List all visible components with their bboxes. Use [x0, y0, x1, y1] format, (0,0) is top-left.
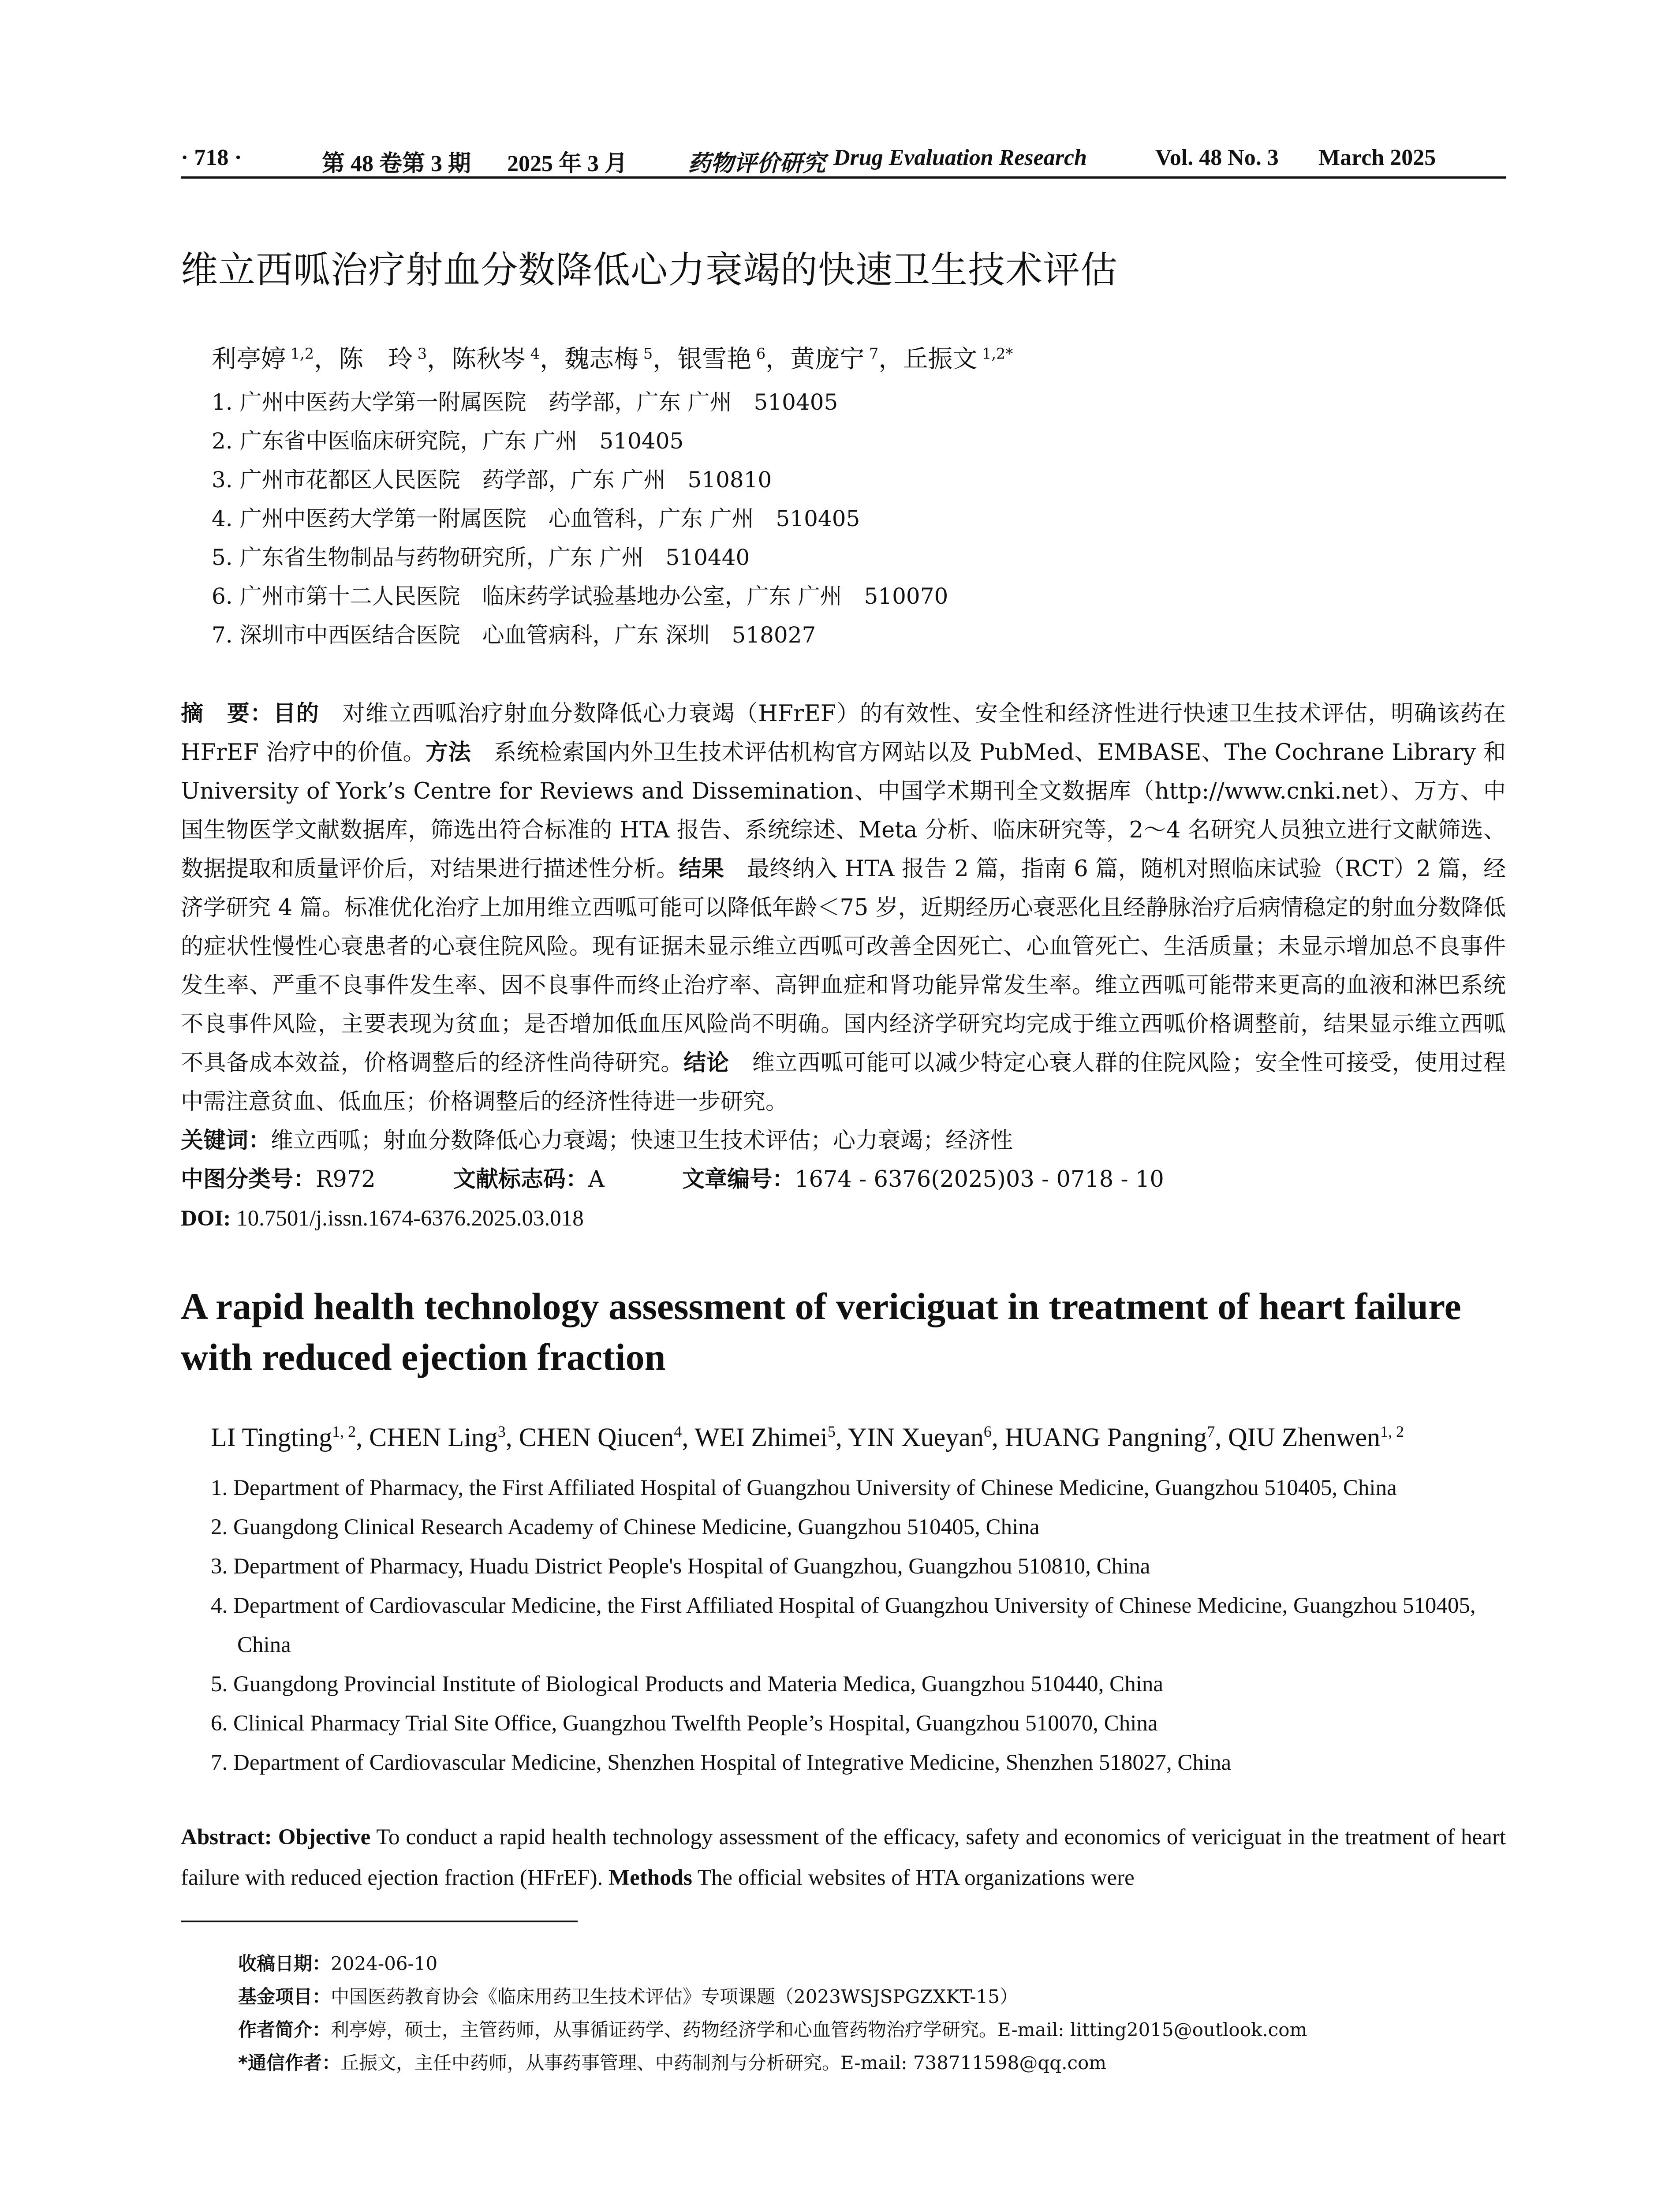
author-label: 作者简介： — [238, 2019, 331, 2041]
received-value: 2024-06-10 — [331, 1953, 438, 1974]
affiliation-en: 4. Department of Cardiovascular Medicine, the First Affiliated Hospital of Guangzhou University of Chinese Medicine, Guangzhou 510405, China — [211, 1593, 1476, 1657]
article-value: 1674 - 6376(2025)03 - 0718 - 10 — [795, 1166, 1164, 1192]
author-en: YIN Xueyan$^6$ — [847, 1423, 992, 1452]
author-cn-affiliation: 7 — [864, 345, 879, 363]
methods-en: The official websites of HTA organizations were — [692, 1865, 1135, 1890]
affiliations-en — [211, 1469, 1509, 1783]
author-cn: 利亭婷 $^{1,2}$ — [212, 345, 314, 374]
affiliation-cn: 3. 广州市花都区人民医院 药学部，广东 广州 510810 — [212, 467, 772, 493]
author-cn-affiliation: 4 — [526, 345, 540, 363]
author-cn-affiliation: 1,2* — [977, 345, 1013, 363]
author-en-affiliation: 4 — [674, 1423, 682, 1440]
abstract-cn-label: 摘 要： — [181, 701, 273, 727]
author-en-affiliation: 7 — [1207, 1423, 1215, 1440]
classification-line — [181, 1160, 1506, 1199]
keywords-label: 关键词： — [181, 1128, 271, 1154]
author-en-affiliation: 5 — [827, 1423, 836, 1440]
author-en: QIU Zhenwen$^{1, 2}$ — [1228, 1423, 1404, 1452]
abstract-cn — [181, 695, 1506, 1238]
abstract-en-label: Abstract: Objective — [181, 1825, 371, 1850]
author-en-affiliation: 6 — [983, 1423, 992, 1440]
running-header — [181, 140, 1506, 176]
corr-label: *通信作者： — [238, 2052, 340, 2074]
author-cn-affiliation: 6 — [751, 345, 766, 363]
affiliation-cn: 7. 深圳市中西医结合医院 心血管病科，广东 深圳 518027 — [212, 622, 816, 648]
author-cn-affiliation: 3 — [413, 345, 427, 363]
author-cn: 陈秋岑 $^4$ — [452, 345, 540, 374]
author-en-affiliation: 1, 2 — [332, 1423, 356, 1440]
doc-value: A — [588, 1166, 605, 1192]
methods-label-en: Methods — [609, 1865, 692, 1890]
fund-value: 中国医药教育协会《临床用药卫生技术评估》专项课题（2023WSJSPGZXKT-15） — [331, 1986, 1018, 2007]
affiliation-en: 3. Department of Pharmacy, Huadu District People's Hospital of Guangzhou, Guangzhou 510810, China — [211, 1554, 1150, 1579]
objective-en: To conduct a rapid health technology assessment of the efficacy, safety and economics of vericiguat in the treatment of heart failure with reduced ejection fraction (HFrEF). — [181, 1825, 1506, 1890]
methods-cn: 系统检索国内外卫生技术评估机构官方网站以及 PubMed、EMBASE、The Cochrane Library 和 University of York’s Centre for Reviews and Dissemination、中国学术期刊全文数据库（http://www.cnki.net）、万方、中国生物医学文献数据库，筛选出符合标准的 HTA 报告、系统综述、Meta 分析、临床研究等，2～4 名研究人员独立进行文献筛选、数据提取和质量评价后，对结果进行描述性分析。 — [181, 740, 1506, 882]
date-cn: 2025 年 3 月 — [507, 151, 628, 176]
abstract-en — [181, 1817, 1506, 1898]
affiliation-cn: 4. 广州中医药大学第一附属医院 心血管科，广东 广州 510405 — [212, 506, 860, 531]
author-en-affiliation: 1, 2 — [1380, 1423, 1404, 1440]
journal-name-en: Drug Evaluation Research — [833, 145, 1087, 170]
journal-logo-cn: 药物评价研究 — [688, 150, 826, 177]
author-cn-affiliation: 1,2 — [286, 345, 314, 363]
objective-cn: 对维立西呱治疗射血分数降低心力衰竭（HFrEF）的有效性、安全性和经济性进行快速卫生技术评估，明确该药在 HFrEF 治疗中的价值。 — [181, 701, 1506, 766]
keywords-text: 维立西呱；射血分数降低心力衰竭；快速卫生技术评估；心力衰竭；经济性 — [271, 1128, 1013, 1154]
corresponding-author — [238, 2046, 1307, 2079]
affiliation-en: 7. Department of Cardiovascular Medicine, Shenzhen Hospital of Integrative Medicine, Shenzhen 518027, China — [211, 1750, 1232, 1775]
fund-project — [238, 1980, 1307, 2013]
affiliation-cn: 5. 广东省生物制品与药物研究所，广东 广州 510440 — [212, 545, 750, 570]
doi-line — [181, 1199, 1506, 1238]
author-cn: 丘振文 $^{1,2*}$ — [903, 345, 1013, 374]
title-cn: 维立西呱治疗射血分数降低心力衰竭的快速卫生技术评估 — [181, 248, 1118, 292]
objective-label-cn: 目的 — [273, 701, 320, 727]
clc-value: R972 — [316, 1166, 376, 1192]
footnotes — [238, 1947, 1307, 2079]
article-label: 文章编号： — [682, 1166, 795, 1192]
author-en: LI Tingting$^{1, 2}$ — [211, 1423, 356, 1452]
author-en: WEI Zhimei$^5$ — [694, 1423, 836, 1452]
title-en: A rapid health technology assessment of vericiguat in treatment of heart failure with reduced ejection fraction — [181, 1285, 1461, 1378]
authors-cn: 利亭婷 $^{1,2}$，陈 玲 $^3$，陈秋岑 $^4$，魏志梅 $^5$，银雪艳 $^6$，黄庞宁 $^7$，丘振文 $^{1,2*}$ — [212, 345, 1013, 374]
affiliation-en: 5. Guangdong Provincial Institute of Biological Products and Materia Medica, Guangzhou 510440, China — [211, 1672, 1164, 1697]
author-value: 利亭婷，硕士，主管药师，从事循证药学、药物经济学和心血管药物治疗学研究。E-mail: litting2015@outlook.com — [331, 2019, 1307, 2041]
affiliation-en: 6. Clinical Pharmacy Trial Site Office, Guangzhou Twelfth People’s Hospital, Guangzhou 510070, China — [211, 1711, 1158, 1736]
doc-label: 文献标志码： — [453, 1166, 588, 1192]
results-label-cn: 结果 — [679, 856, 724, 882]
authors-en: LI Tingting$^{1, 2}$, CHEN Ling$^3$, CHEN Qiucen$^4$, WEI Zhimei$^5$, YIN Xueyan$^6$, HUANG Pangning$^7$, QIU Zhenwen$^{1, 2}$ — [211, 1423, 1404, 1452]
date-en: March 2025 — [1318, 145, 1436, 170]
page-number: · 718 · — [181, 145, 242, 170]
header-rule — [181, 176, 1506, 179]
affiliation-cn: 2. 广东省中医临床研究院，广东 广州 510405 — [212, 428, 684, 454]
conclusion-cn: 维立西呱可能可以减少特定心衰人群的住院风险；安全性可接受，使用过程中需注意贫血、低血压；价格调整后的经济性待进一步研究。 — [181, 1050, 1506, 1115]
author-en: CHEN Ling$^3$ — [369, 1423, 506, 1452]
author-cn-affiliation: 5 — [638, 345, 653, 363]
doi-value[interactable]: 10.7501/j.issn.1674-6376.2025.03.018 — [231, 1206, 584, 1231]
corr-value: 丘振文，主任中药师，从事药事管理、中药制剂与分析研究。E-mail: 738711598@qq.com — [340, 2052, 1107, 2074]
fund-label: 基金项目： — [238, 1986, 331, 2007]
conclusion-label-cn: 结论 — [683, 1050, 729, 1076]
issue-en: Vol. 48 No. 3 — [1155, 145, 1279, 170]
author-cn: 黄庞宁 $^7$ — [790, 345, 879, 374]
doi-label: DOI: — [181, 1206, 231, 1231]
affiliation-en: 2. Guangdong Clinical Research Academy of Chinese Medicine, Guangzhou 510405, China — [211, 1515, 1040, 1540]
results-cn: 最终纳入 HTA 报告 2 篇，指南 6 篇，随机对照临床试验（RCT）2 篇，经济学研究 4 篇。标准优化治疗上加用维立西呱可能可以降低年龄＜75 岁，近期经历心衰恶化且经静脉治疗后病情稳定的射血分数降低的症状性慢性心衰患者的心衰住院风险。现有证据未显示维立西呱可改善全因死亡、心血管死亡、生活质量；未显示增加总不良事件发生率、严重不良事件发生率、因不良事件而终止治疗率、高钾血症和肾功能异常发生率。维立西呱可能带来更高的血液和淋巴系统不良事件风险，主要表现为贫血；是否增加低血压风险尚不明确。国内经济学研究均完成于维立西呱价格调整前，结果显示维立西呱不具备成本效益，价格调整后的经济性尚待研究。 — [181, 856, 1506, 1076]
keywords-cn — [181, 1121, 1506, 1160]
author-en-affiliation: 3 — [497, 1423, 506, 1440]
received-label: 收稿日期： — [238, 1953, 331, 1974]
methods-label-cn: 方法 — [426, 740, 471, 766]
affiliation-cn: 6. 广州市第十二人民医院 临床药学试验基地办公室，广东 广州 510070 — [212, 583, 948, 609]
author-cn: 陈 玲 $^3$ — [339, 345, 427, 374]
clc-label: 中图分类号： — [181, 1166, 316, 1192]
received-date — [238, 1947, 1307, 1980]
author-cn: 银雪艳 $^6$ — [677, 345, 766, 374]
author-en: HUANG Pangning$^7$ — [1004, 1423, 1215, 1452]
author-bio — [238, 2013, 1307, 2046]
affiliation-cn: 1. 广州中医药大学第一附属医院 药学部，广东 广州 510405 — [212, 389, 838, 415]
author-en: CHEN Qiucen$^4$ — [519, 1423, 682, 1452]
affiliations-cn — [212, 383, 948, 654]
issue-cn: 第 48 卷第 3 期 — [322, 151, 471, 176]
affiliation-en: 1. Department of Pharmacy, the First Affiliated Hospital of Guangzhou University of Chinese Medicine, Guangzhou 510405, China — [211, 1476, 1397, 1500]
author-cn: 魏志梅 $^5$ — [564, 345, 653, 374]
footnote-rule — [181, 1921, 578, 1922]
